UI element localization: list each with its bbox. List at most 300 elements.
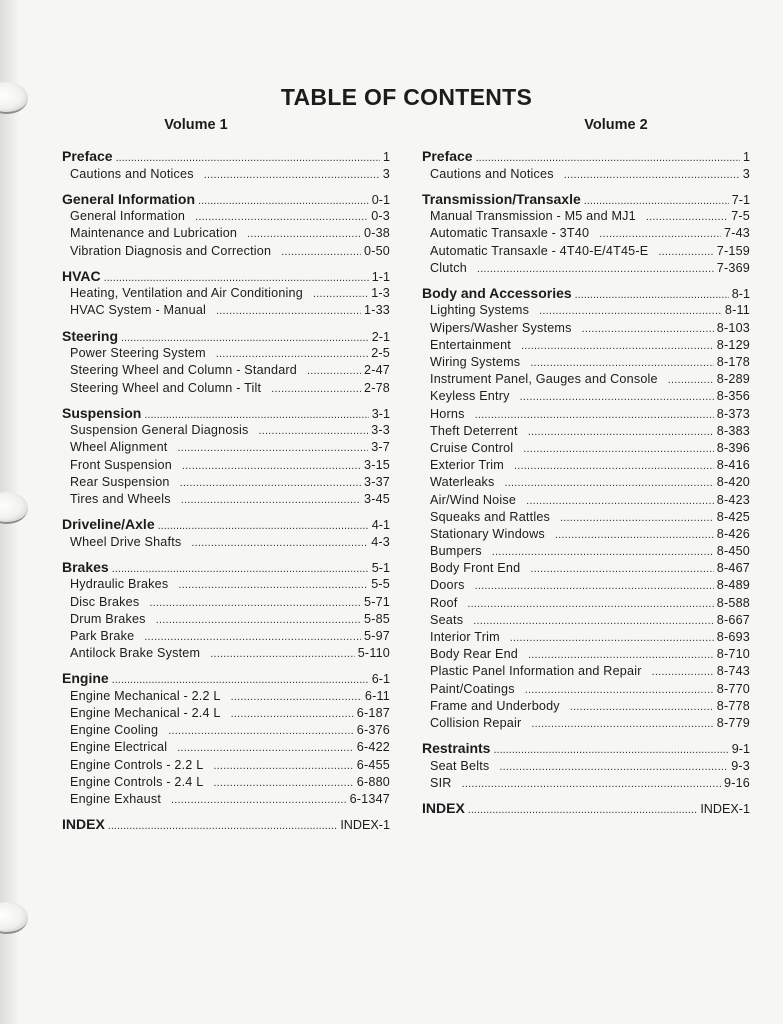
toc-subentry[interactable] bbox=[422, 596, 750, 613]
toc-subentry[interactable] bbox=[62, 706, 390, 723]
toc-subentry[interactable] bbox=[62, 612, 390, 629]
toc-subentry-page: 9-3 bbox=[731, 758, 750, 773]
dot-leader bbox=[112, 563, 369, 575]
dot-leader bbox=[149, 597, 361, 609]
toc-section-entry-label: Suspension bbox=[62, 404, 142, 421]
dot-leader bbox=[216, 348, 368, 360]
toc-subentry-page: 5-5 bbox=[371, 577, 390, 592]
toc-subentry[interactable] bbox=[62, 244, 390, 261]
toc-subentry-label: Bumpers bbox=[430, 544, 482, 559]
toc-subentry-label: Paint/Coatings bbox=[430, 681, 515, 696]
toc-subentry-page: 8-425 bbox=[716, 509, 750, 524]
toc-subentry-page: 8-383 bbox=[716, 423, 750, 438]
dot-leader bbox=[582, 323, 714, 335]
toc-section-entry-page: 3-1 bbox=[371, 406, 390, 421]
toc-section-entry[interactable] bbox=[62, 191, 390, 210]
toc-section bbox=[62, 559, 390, 663]
toc-subentry[interactable] bbox=[422, 372, 750, 389]
toc-section-entry-label: Engine bbox=[62, 670, 109, 687]
toc-subentry-page: 3 bbox=[382, 166, 390, 181]
toc-subentry-label: Lighting Systems bbox=[430, 303, 530, 318]
toc-subentry-label: Wheel Alignment bbox=[70, 440, 168, 455]
toc-subentry-page: 8-667 bbox=[716, 612, 750, 627]
toc-section-entry-page: 2-1 bbox=[371, 329, 390, 344]
toc-subentry-label: Suspension General Diagnosis bbox=[70, 423, 249, 438]
toc-subentry-label: Wiring Systems bbox=[430, 355, 521, 369]
toc-section bbox=[62, 328, 390, 398]
toc-section-entry[interactable] bbox=[422, 800, 750, 819]
toc-section bbox=[422, 800, 750, 819]
toc-subentry-page: 8-129 bbox=[716, 337, 750, 352]
toc-subentry-label: Plastic Panel Information and Repair bbox=[430, 664, 642, 679]
toc-subentry-label: HVAC System - Manual bbox=[70, 303, 207, 318]
toc-subentry[interactable] bbox=[422, 407, 750, 424]
toc-subentry[interactable] bbox=[422, 303, 750, 320]
toc-subentry-page: 8-289 bbox=[716, 372, 750, 387]
toc-subentry-label: Interior Trim bbox=[430, 630, 500, 644]
dot-leader bbox=[158, 520, 369, 532]
toc-subentry[interactable] bbox=[422, 475, 750, 492]
toc-subentry[interactable] bbox=[422, 209, 750, 226]
dot-leader bbox=[313, 288, 368, 300]
toc-subentry-page: 8-103 bbox=[716, 320, 750, 335]
toc-subentry-label: Rear Suspension bbox=[70, 474, 170, 489]
toc-subentry-page: 3-15 bbox=[363, 457, 390, 472]
dot-leader bbox=[475, 409, 714, 421]
toc-subentry[interactable] bbox=[62, 458, 390, 475]
toc-subentry-page: 8-778 bbox=[716, 698, 750, 713]
dot-leader bbox=[182, 460, 361, 472]
toc-section-entry-label: Steering bbox=[62, 327, 119, 344]
toc-subentry-label: Collision Repair bbox=[430, 715, 522, 730]
toc-subentry[interactable] bbox=[422, 458, 750, 475]
toc-subentry-label: Power Steering System bbox=[70, 346, 206, 361]
toc-subentry-label: Cautions and Notices bbox=[430, 166, 554, 181]
toc-subentry-label: Vibration Diagnosis and Correction bbox=[70, 243, 272, 258]
volume-2-sections bbox=[422, 148, 750, 819]
dot-leader bbox=[473, 615, 714, 627]
toc-section bbox=[422, 191, 750, 278]
toc-subentry[interactable] bbox=[62, 740, 390, 757]
dot-leader bbox=[523, 443, 713, 455]
dot-leader bbox=[564, 169, 740, 181]
toc-subentry-label: Exterior Trim bbox=[430, 458, 504, 473]
toc-subentry[interactable] bbox=[62, 475, 390, 492]
dot-leader bbox=[528, 426, 714, 438]
toc-section-entry-page: 5-1 bbox=[371, 560, 390, 575]
dot-leader bbox=[530, 563, 713, 575]
dot-leader bbox=[467, 598, 713, 610]
dot-leader bbox=[168, 725, 354, 737]
dot-leader bbox=[210, 648, 355, 660]
toc-subentry[interactable] bbox=[62, 629, 390, 646]
toc-subentry-page: 4-3 bbox=[371, 534, 390, 549]
toc-section-entry[interactable] bbox=[62, 405, 390, 424]
toc-subentry-label: Stationary Windows bbox=[430, 526, 545, 541]
toc-subentry[interactable] bbox=[422, 527, 750, 544]
toc-subentry-label: SIR bbox=[430, 775, 452, 790]
dot-leader bbox=[271, 383, 361, 395]
toc-subentry-label: Front Suspension bbox=[70, 457, 172, 472]
toc-section bbox=[422, 148, 750, 184]
dot-leader bbox=[531, 718, 713, 730]
toc-subentry[interactable] bbox=[62, 363, 390, 380]
toc-section-entry[interactable] bbox=[62, 268, 390, 287]
dot-leader bbox=[462, 778, 721, 790]
toc-subentry-page: 5-85 bbox=[363, 611, 390, 626]
dot-leader bbox=[520, 391, 714, 403]
toc-subentry[interactable] bbox=[62, 595, 390, 612]
dot-leader bbox=[216, 305, 361, 317]
toc-subentry-page: 7-43 bbox=[723, 226, 750, 241]
toc-section-entry-label: General Information bbox=[62, 190, 196, 207]
dot-leader bbox=[658, 246, 713, 258]
toc-section-entry-label: INDEX bbox=[422, 800, 465, 816]
toc-subentry-page: 6-376 bbox=[356, 723, 390, 738]
toc-subentry[interactable] bbox=[422, 261, 750, 278]
toc-subentry-page: 8-467 bbox=[716, 561, 750, 576]
toc-subentry[interactable] bbox=[62, 577, 390, 594]
toc-subentry-page: 8-423 bbox=[716, 492, 750, 507]
toc-subentry-page: 3-37 bbox=[363, 474, 390, 489]
toc-subentry[interactable] bbox=[422, 682, 750, 699]
toc-section bbox=[62, 670, 390, 809]
toc-subentry-page: 0-50 bbox=[363, 243, 390, 258]
toc-subentry[interactable] bbox=[62, 423, 390, 440]
toc-section-entry[interactable] bbox=[422, 148, 750, 167]
toc-subentry[interactable] bbox=[422, 424, 750, 441]
toc-section-entry[interactable] bbox=[62, 670, 390, 689]
toc-subentry-label: Frame and Underbody bbox=[430, 698, 560, 713]
toc-subentry-label: Air/Wind Noise bbox=[430, 492, 517, 507]
dot-leader bbox=[116, 152, 380, 164]
toc-subentry[interactable] bbox=[62, 689, 390, 706]
toc-subentry[interactable] bbox=[62, 775, 390, 792]
dot-leader bbox=[177, 742, 354, 754]
dot-leader bbox=[668, 374, 714, 386]
dot-leader bbox=[530, 357, 714, 369]
toc-subentry-label: Entertainment bbox=[430, 337, 512, 352]
toc-section-entry-page: 1-1 bbox=[371, 269, 390, 284]
toc-subentry-page: 7-159 bbox=[716, 243, 750, 258]
toc-subentry-page: 3-7 bbox=[371, 440, 390, 455]
dot-leader bbox=[112, 674, 369, 686]
toc-subentry[interactable] bbox=[62, 535, 390, 552]
toc-subentry[interactable] bbox=[62, 209, 390, 226]
dot-leader bbox=[525, 684, 714, 696]
toc-subentry-page: 8-373 bbox=[716, 406, 750, 421]
dot-leader bbox=[493, 744, 728, 756]
toc-subentry-label: Tires and Wheels bbox=[70, 491, 171, 506]
toc-subentry-page: 6-1347 bbox=[349, 791, 390, 806]
toc-subentry-label: Instrument Panel, Gauges and Console bbox=[430, 372, 658, 387]
toc-subentry[interactable] bbox=[422, 510, 750, 527]
toc-subentry-page: 8-770 bbox=[716, 681, 750, 696]
toc-subentry[interactable] bbox=[62, 758, 390, 775]
toc-subentry-page: 5-97 bbox=[363, 628, 390, 643]
dot-leader bbox=[180, 477, 361, 489]
toc-subentry-page: 2-47 bbox=[363, 363, 390, 378]
dot-leader bbox=[584, 195, 729, 207]
dot-leader bbox=[144, 631, 361, 643]
toc-section-entry-page: INDEX-1 bbox=[700, 802, 750, 816]
dot-leader bbox=[259, 425, 369, 437]
toc-subentry-page: 6-455 bbox=[356, 757, 390, 772]
toc-section-entry[interactable] bbox=[62, 328, 390, 347]
toc-subentry[interactable] bbox=[422, 167, 750, 184]
toc-section bbox=[422, 740, 750, 793]
toc-section-entry[interactable] bbox=[62, 559, 390, 578]
volume-1-heading: Volume 1 bbox=[164, 117, 228, 133]
dot-leader bbox=[514, 460, 714, 472]
toc-subentry[interactable] bbox=[62, 346, 390, 363]
dot-leader bbox=[510, 632, 714, 644]
toc-subentry[interactable] bbox=[422, 699, 750, 716]
toc-subentry-page: 8-416 bbox=[716, 458, 750, 473]
toc-section-entry-label: Body and Accessories bbox=[422, 284, 572, 301]
toc-subentry-label: Antilock Brake System bbox=[70, 646, 201, 661]
toc-subentry-label: Squeaks and Rattles bbox=[430, 509, 551, 524]
dot-leader bbox=[231, 708, 354, 720]
volume-1-column bbox=[62, 117, 390, 842]
toc-subentry-label: Body Rear End bbox=[430, 647, 519, 662]
toc-subentry-page: 0-38 bbox=[363, 226, 390, 241]
toc-subentry-label: Clutch bbox=[430, 260, 467, 275]
toc-subentry-page: 1-33 bbox=[363, 303, 390, 318]
toc-section-entry-label: Driveline/Axle bbox=[62, 516, 155, 533]
dot-leader bbox=[195, 211, 368, 223]
toc-subentry[interactable] bbox=[62, 226, 390, 243]
toc-section-entry-label: Transmission/Transaxle bbox=[422, 190, 581, 207]
toc-subentry-label: Steering Wheel and Column - Tilt bbox=[70, 380, 262, 395]
toc-section-entry-page: INDEX-1 bbox=[340, 818, 390, 833]
toc-subentry-page: 2-78 bbox=[363, 380, 390, 395]
toc-subentry[interactable] bbox=[422, 355, 750, 372]
toc-subentry-label: Horns bbox=[430, 406, 465, 421]
dot-leader bbox=[477, 263, 714, 275]
toc-section bbox=[62, 148, 390, 184]
dot-leader bbox=[492, 546, 714, 558]
toc-subentry-page: 8-489 bbox=[716, 578, 750, 593]
toc-subentry-page: 8-710 bbox=[716, 647, 750, 662]
volume-1-sections bbox=[62, 148, 390, 835]
dot-leader bbox=[475, 580, 714, 592]
toc-section-entry-page: 1 bbox=[382, 150, 390, 164]
toc-subentry[interactable] bbox=[62, 723, 390, 740]
toc-subentry-page: 8-396 bbox=[716, 440, 750, 455]
dot-leader bbox=[539, 305, 722, 317]
toc-subentry-label: Waterleaks bbox=[430, 475, 495, 490]
toc-subentry[interactable] bbox=[422, 630, 750, 647]
dot-leader bbox=[247, 228, 361, 240]
dot-leader bbox=[599, 228, 721, 240]
toc-subentry-page: 7-369 bbox=[716, 260, 750, 275]
toc-section-entry-label: Brakes bbox=[62, 558, 109, 575]
toc-subentry[interactable] bbox=[422, 776, 750, 793]
toc-subentry-label: Cruise Control bbox=[430, 440, 514, 455]
dot-leader bbox=[198, 195, 369, 207]
toc-subentry-page: 8-779 bbox=[716, 715, 750, 730]
toc-subentry-label: Automatic Transaxle - 3T40 bbox=[430, 226, 590, 241]
toc-subentry[interactable] bbox=[62, 792, 390, 809]
dot-leader bbox=[178, 442, 369, 454]
volume-2-column bbox=[422, 117, 750, 826]
dot-leader bbox=[213, 777, 353, 789]
toc-subentry-page: 2-5 bbox=[371, 346, 390, 361]
toc-subentry-page: 8-420 bbox=[716, 475, 750, 490]
toc-subentry-label: Engine Electrical bbox=[70, 740, 168, 755]
toc-section-entry-label: Restraints bbox=[422, 740, 491, 757]
dot-leader bbox=[171, 794, 347, 806]
toc-section-entry-page: 1 bbox=[742, 150, 750, 164]
toc-subentry-label: Manual Transmission - M5 and MJ1 bbox=[430, 209, 636, 224]
toc-subentry[interactable] bbox=[422, 321, 750, 338]
toc-subentry[interactable] bbox=[422, 716, 750, 733]
toc-section-entry[interactable] bbox=[422, 191, 750, 210]
dot-leader bbox=[156, 614, 361, 626]
toc-subentry[interactable] bbox=[422, 226, 750, 243]
toc-section-entry[interactable] bbox=[62, 816, 390, 835]
dot-leader bbox=[181, 494, 361, 506]
toc-section-entry[interactable] bbox=[62, 148, 390, 167]
toc-subentry[interactable] bbox=[422, 578, 750, 595]
toc-section bbox=[62, 816, 390, 835]
toc-subentry-page: 8-426 bbox=[716, 526, 750, 541]
toc-section bbox=[422, 285, 750, 733]
dot-leader bbox=[104, 272, 369, 284]
toc-subentry[interactable] bbox=[422, 664, 750, 681]
dot-leader bbox=[468, 804, 698, 816]
toc-subentry-label: Seats bbox=[430, 612, 464, 627]
toc-section-entry-page: 0-1 bbox=[371, 192, 390, 207]
page-title: TABLE OF CONTENTS bbox=[280, 84, 533, 110]
dot-leader bbox=[499, 761, 728, 773]
toc-subentry-page: 3-3 bbox=[371, 423, 390, 438]
toc-subentry[interactable] bbox=[422, 613, 750, 630]
toc-section-entry-label: HVAC bbox=[62, 267, 101, 284]
toc-subentry-label: Engine Controls - 2.2 L bbox=[70, 757, 204, 772]
toc-subentry-page: 8-356 bbox=[716, 389, 750, 404]
toc-subentry-page: 6-880 bbox=[356, 774, 390, 789]
dot-leader bbox=[178, 579, 368, 591]
toc-subentry-label: Theft Deterrent bbox=[430, 423, 518, 438]
dot-leader bbox=[528, 649, 714, 661]
toc-subentry-page: 6-187 bbox=[356, 705, 390, 720]
toc-subentry-label: Engine Mechanical - 2.2 L bbox=[70, 688, 221, 703]
toc-subentry-page: 7-5 bbox=[731, 209, 750, 224]
toc-section-entry-page: 7-1 bbox=[731, 192, 750, 207]
toc-subentry-page: 0-3 bbox=[371, 209, 390, 224]
toc-subentry[interactable] bbox=[422, 338, 750, 355]
toc-section bbox=[62, 405, 390, 509]
dot-leader bbox=[231, 691, 362, 703]
dot-leader bbox=[575, 289, 729, 301]
dot-leader bbox=[646, 211, 728, 223]
toc-subentry-page: 8-178 bbox=[716, 355, 750, 369]
toc-subentry-page: 6-422 bbox=[356, 740, 390, 755]
dot-leader bbox=[307, 365, 361, 377]
toc-subentry-label: Engine Exhaust bbox=[70, 791, 162, 806]
toc-subentry-label: Keyless Entry bbox=[430, 389, 510, 404]
toc-section-entry-page: 9-1 bbox=[731, 742, 750, 757]
dot-leader bbox=[476, 152, 740, 164]
toc-subentry[interactable] bbox=[422, 493, 750, 510]
dot-leader bbox=[144, 409, 368, 421]
dot-leader bbox=[191, 537, 368, 549]
toc-section-entry[interactable] bbox=[422, 740, 750, 759]
toc-subentry[interactable] bbox=[62, 646, 390, 663]
dot-leader bbox=[570, 701, 714, 713]
toc-subentry[interactable] bbox=[62, 286, 390, 303]
toc-subentry-label: Park Brake bbox=[70, 628, 135, 643]
toc-subentry-label: Wipers/Washer Systems bbox=[430, 320, 572, 335]
toc-section-entry-page: 8-1 bbox=[731, 286, 750, 301]
dot-leader bbox=[652, 666, 714, 678]
toc-subentry-label: Engine Controls - 2.4 L bbox=[70, 774, 204, 789]
toc-subentry[interactable] bbox=[422, 647, 750, 664]
toc-subentry[interactable] bbox=[422, 389, 750, 406]
toc-subentry-page: 5-71 bbox=[363, 594, 390, 609]
toc-subentry-page: 8-11 bbox=[724, 303, 750, 318]
toc-subentry-label: Wheel Drive Shafts bbox=[70, 534, 182, 549]
toc-subentry[interactable] bbox=[62, 381, 390, 398]
toc-subentry[interactable] bbox=[422, 441, 750, 458]
toc-subentry-label: Drum Brakes bbox=[70, 611, 146, 626]
toc-section bbox=[62, 191, 390, 261]
toc-section-entry[interactable] bbox=[422, 285, 750, 304]
toc-subentry[interactable] bbox=[62, 303, 390, 320]
punch-hole bbox=[0, 902, 28, 934]
toc-subentry-page: 3-45 bbox=[363, 491, 390, 506]
toc-subentry-page: 6-11 bbox=[364, 688, 390, 703]
toc-subentry[interactable] bbox=[422, 561, 750, 578]
toc-section bbox=[62, 516, 390, 552]
toc-subentry-label: Steering Wheel and Column - Standard bbox=[70, 363, 298, 378]
toc-subentry-label: Automatic Transaxle - 4T40-E/4T45-E bbox=[430, 243, 649, 258]
toc-subentry-page: 8-693 bbox=[716, 630, 750, 644]
toc-section-entry-page: 4-1 bbox=[371, 518, 390, 533]
toc-section-entry-label: Preface bbox=[62, 148, 113, 164]
toc-subentry[interactable] bbox=[422, 544, 750, 561]
toc-section bbox=[62, 268, 390, 321]
toc-section-entry[interactable] bbox=[62, 516, 390, 535]
toc-subentry-label: Engine Cooling bbox=[70, 723, 159, 738]
toc-subentry-label: Body Front End bbox=[430, 561, 521, 576]
dot-leader bbox=[521, 340, 714, 352]
toc-subentry[interactable] bbox=[62, 492, 390, 509]
toc-subentry[interactable] bbox=[422, 244, 750, 261]
toc-subentry[interactable] bbox=[62, 167, 390, 184]
toc-subentry[interactable] bbox=[422, 759, 750, 776]
toc-subentry-label: General Information bbox=[70, 209, 186, 224]
toc-subentry-page: 5-110 bbox=[357, 646, 390, 661]
dot-leader bbox=[281, 246, 361, 258]
volume-2-heading: Volume 2 bbox=[584, 117, 648, 133]
toc-subentry-page: 3 bbox=[742, 166, 750, 181]
toc-subentry-label: Disc Brakes bbox=[70, 594, 140, 609]
toc-subentry-label: Doors bbox=[430, 578, 465, 593]
dot-leader bbox=[526, 495, 714, 507]
toc-subentry-page: 1-3 bbox=[371, 286, 390, 301]
toc-section-entry-page: 6-1 bbox=[371, 672, 390, 687]
dot-leader bbox=[204, 169, 380, 181]
punch-hole bbox=[0, 492, 28, 524]
toc-subentry[interactable] bbox=[62, 440, 390, 457]
toc-subentry-label: Cautions and Notices bbox=[70, 166, 194, 181]
toc-subentry-label: Maintenance and Lubrication bbox=[70, 226, 238, 241]
dot-leader bbox=[505, 477, 714, 489]
toc-subentry-label: Heating, Ventilation and Air Conditioning bbox=[70, 286, 303, 301]
